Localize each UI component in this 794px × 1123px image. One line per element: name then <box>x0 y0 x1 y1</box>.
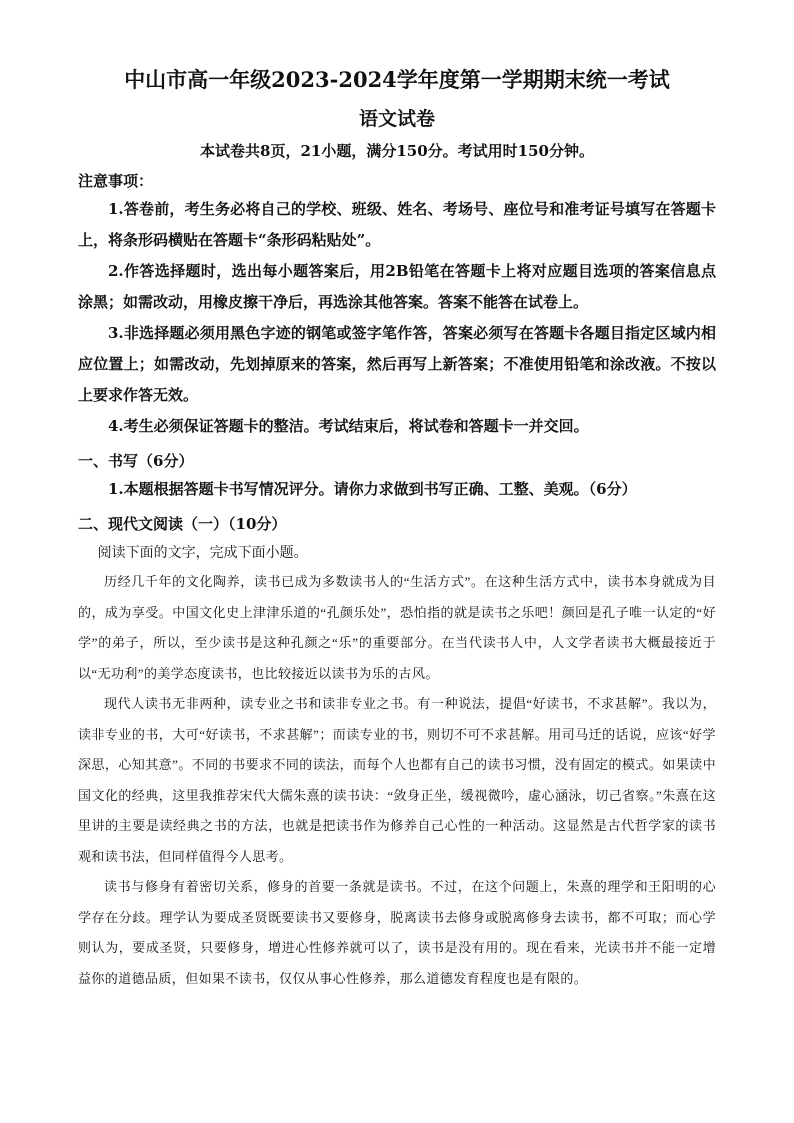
reading-instruction: 阅读下面的文字，完成下面小题。 <box>97 546 308 561</box>
reading-paragraph: 读书与修身有着密切关系，修身的首要一条就是读书。不过，在这个问题上，朱熹的理学和王阳明的心学存在分歧。理学认为要成圣贤既要读书又要修身，脱离读书去修身或脱离修身去读书，都不可取；而心学则认为，要成圣贤，只要修身，增进心性修养就可以了，读书是没有用的。现在看来，光读书并不能一定增益你的道德品质，但如果不读书，仅仅从事心性修养，那么道德发育程度也是有限的。 <box>78 879 716 986</box>
section-heading-reading: 二、现代文阅读（一）（10分） <box>78 515 287 533</box>
exam-title: 中山市高一年级2023-2024学年度第一学期期末统一考试 <box>124 67 670 92</box>
notes-heading: 注意事项： <box>78 172 154 190</box>
note-item: 4.考生必须保证答题卡的整洁。考试结束后，将试卷和答题卡一并交回。 <box>108 417 589 435</box>
section-heading-writing: 一、书写（6分） <box>78 452 194 470</box>
exam-subtitle: 语文试卷 <box>358 108 435 130</box>
note-item: 3.非选择题必须用黑色字迹的钢笔或签字笔作答，答案必须写在答题卡各题目指定区域内相应位置上；如需改动，先划掉原来的答案，然后再写上新答案；不准使用铅笔和涂改液。不按以上要求作答无效。 <box>78 324 716 404</box>
question-1: 1.本题根据答题卡书写情况评分。请你力求做到书写正确、工整、美观。（6分） <box>108 480 637 498</box>
reading-paragraph: 历经几千年的文化陶养，读书已成为多数读书人的“生活方式”。在这种生活方式中，读书本身就成为目的，成为享受。中国文化史上津津乐道的“孔颜乐处”，恐怕指的就是读书之乐吧！颜回是孔子唯一认定的“好学”的弟子，所以，至少读书是这种孔颜之“乐”的重要部分。在当代读书人中，人文学者读书大概最接近于以“无功利”的美学态度读书，也比较接近以读书为乐的古风。 <box>78 574 716 681</box>
note-item: 2.作答选择题时，选出每小题答案后，用2B铅笔在答题卡上将对应题目选项的答案信息点涂黑；如需改动，用橡皮擦干净后，再选涂其他答案。答案不能答在试卷上。 <box>78 262 716 311</box>
exam-info: 本试卷共8页，21小题，满分150分。考试用时150分钟。 <box>200 142 594 160</box>
note-item: 1.答卷前，考生务必将自己的学校、班级、姓名、考场号、座位号和准考证号填写在答题卡上，将条形码横贴在答题卡“条形码粘贴处”。 <box>78 200 716 249</box>
reading-paragraph: 现代人读书无非两种，读专业之书和读非专业之书。有一种说法，提倡“好读书，不求甚解”。我以为，读非专业的书，大可“好读书，不求甚解”；而读专业的书，则切不可不求甚解。用司马迁的话说，应该“好学深思，心知其意”。不同的书要求不同的读法，而每个人也都有自己的读书习惯，没有固定的模式。如果读中国文化的经典，这里我推荐宋代大儒朱熹的读书诀：“敛身正坐，缓视微吟，虚心涵泳，切己省察。”朱熹在这里讲的主要是读经典之书的方法，也就是把读书作为修养自己心性的一种活动。这显然是古代哲学家的读书观和读书法，但同样值得今人思考。 <box>78 696 716 864</box>
